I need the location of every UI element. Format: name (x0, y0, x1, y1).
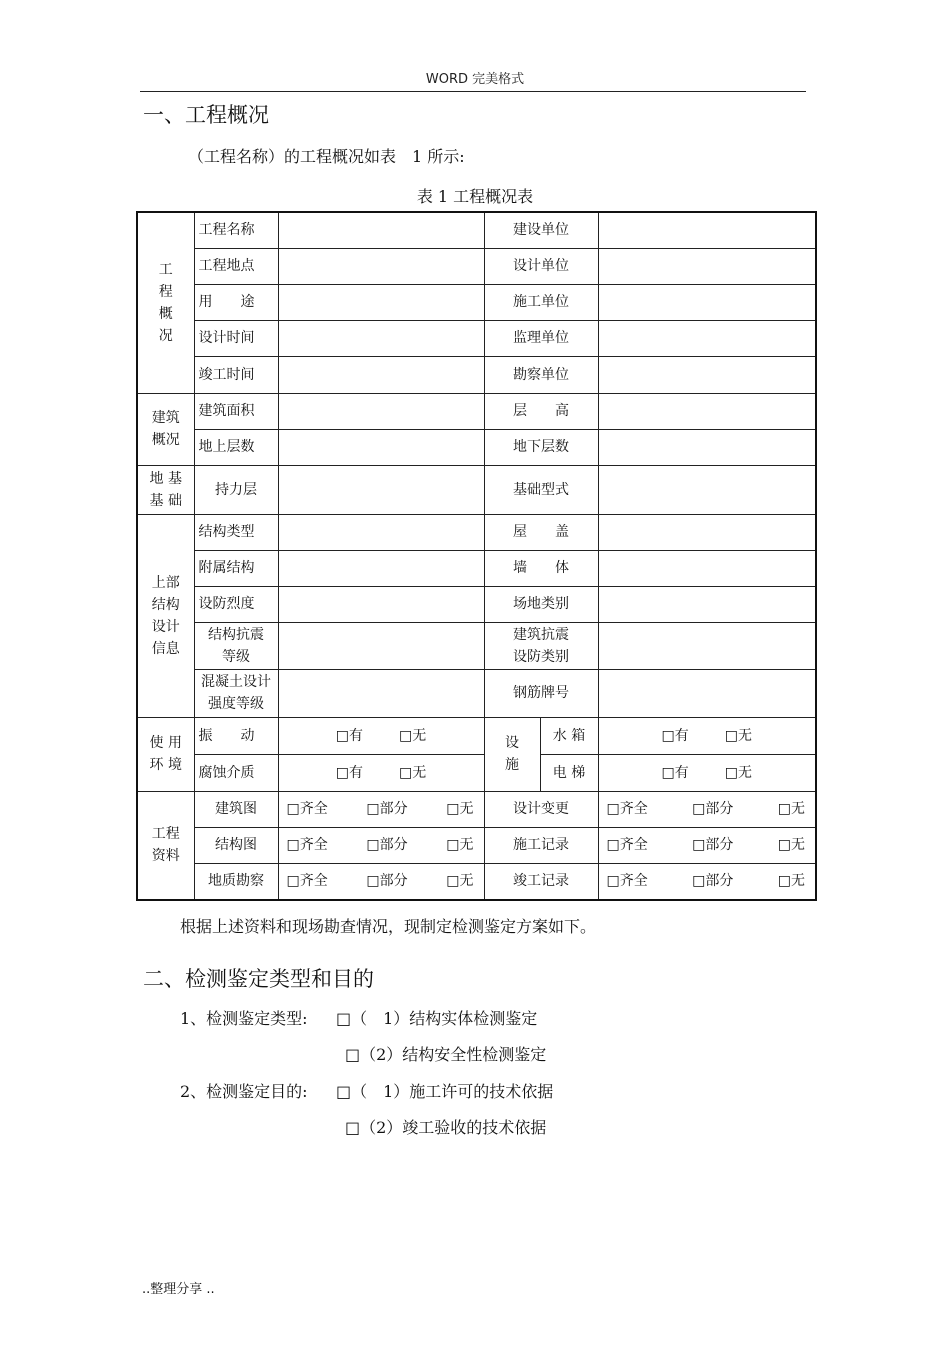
vibration-yes-checkbox[interactable]: □有 (335, 727, 363, 744)
label-concrete-grade: 混凝土设计 强度等级 (194, 669, 278, 717)
value-wall[interactable] (598, 550, 816, 586)
page-footer: ..整理分享 .. (142, 1282, 215, 1297)
arch-complete-checkbox[interactable]: □齐全 (286, 801, 328, 817)
value-construction-unit[interactable] (598, 212, 816, 248)
table-caption: 表 1 工程概况表 (416, 187, 534, 206)
completion-record-complete-checkbox[interactable]: □齐全 (606, 873, 648, 890)
struct-complete-checkbox[interactable]: □齐全 (286, 837, 328, 853)
category-documents: 工程 资料 (137, 791, 194, 900)
section1-intro: （工程名称）的工程概况如表 1 所示: (188, 147, 465, 166)
change-complete-checkbox[interactable]: □齐全 (606, 801, 648, 817)
vibration-options (278, 717, 484, 754)
label-rebar-grade: 钢筋牌号 (484, 669, 598, 717)
survey-partial-checkbox[interactable]: □部分 (366, 873, 408, 890)
value-builder-unit[interactable] (598, 284, 816, 320)
value-supervision-unit[interactable] (598, 320, 816, 356)
label-elevator: 电 梯 (540, 754, 598, 791)
table-row (137, 356, 816, 393)
label-bearing-layer: 持力层 (194, 465, 278, 514)
label-fortification-intensity: 设防烈度 (194, 586, 278, 622)
type-option-2[interactable]: □（2）结构安全性检测鉴定 (345, 1045, 547, 1064)
value-purpose[interactable] (278, 284, 484, 320)
section1-title: 一、工程概况 (143, 103, 269, 127)
purpose-option-1[interactable]: □（ 1）施工许可的技术依据 (336, 1082, 554, 1101)
table-row (137, 248, 816, 284)
table-row (137, 320, 816, 356)
label-floors-above: 地上层数 (194, 429, 278, 465)
category-foundation: 地 基 基 础 (137, 465, 194, 514)
value-rebar-grade[interactable] (598, 669, 816, 717)
construction-record-partial-checkbox[interactable]: □部分 (692, 837, 734, 853)
label-geological-survey: 地质勘察 (194, 863, 278, 900)
table-row (137, 827, 816, 863)
table-row (137, 514, 816, 550)
table-row (137, 791, 816, 827)
category-environment: 使 用 环 境 (137, 717, 194, 791)
construction-record-none-checkbox[interactable]: □无 (777, 837, 805, 853)
type-option-1[interactable]: □（ 1）结构实体检测鉴定 (336, 1009, 538, 1028)
arch-none-checkbox[interactable]: □无 (446, 801, 474, 817)
value-concrete-grade[interactable] (278, 669, 484, 717)
section2-title: 二、检测鉴定类型和目的 (143, 967, 374, 991)
page-header: WORD 完美格式 (425, 72, 525, 87)
table-row (137, 622, 816, 669)
label-auxiliary-structure: 附属结构 (194, 550, 278, 586)
arch-partial-checkbox[interactable]: □部分 (366, 801, 408, 817)
value-design-time[interactable] (278, 320, 484, 356)
label-roof: 屋 盖 (484, 514, 598, 550)
table-row (137, 717, 816, 754)
label-facility: 设 施 (484, 717, 540, 791)
table-row (137, 284, 816, 320)
value-site-category[interactable] (598, 586, 816, 622)
corrosion-no-checkbox[interactable]: □无 (399, 764, 427, 781)
label-corrosion: 腐蚀介质 (194, 754, 278, 791)
struct-partial-checkbox[interactable]: □部分 (366, 837, 408, 853)
label-project-location: 工程地点 (194, 248, 278, 284)
label-construction-unit: 建设单位 (484, 212, 598, 248)
purpose-label: 2、检测鉴定目的: (180, 1082, 308, 1101)
label-architectural-drawings: 建筑图 (194, 791, 278, 827)
elevator-options (598, 754, 816, 791)
purpose-option-2[interactable]: □（2）竣工验收的技术依据 (345, 1118, 547, 1137)
label-floor-height: 层 高 (484, 393, 598, 429)
label-supervision-unit: 监理单位 (484, 320, 598, 356)
struct-options (278, 827, 484, 863)
label-floors-below: 地下层数 (484, 429, 598, 465)
completion-record-none-checkbox[interactable]: □无 (777, 873, 805, 890)
change-none-checkbox[interactable]: □无 (777, 801, 805, 817)
value-foundation-type[interactable] (598, 465, 816, 514)
table-row (137, 863, 816, 900)
label-structural-drawings: 结构图 (194, 827, 278, 863)
category-overview: 工 程 概 况 (137, 212, 194, 393)
water-tank-no-checkbox[interactable]: □无 (724, 727, 752, 744)
value-roof[interactable] (598, 514, 816, 550)
value-project-location[interactable] (278, 248, 484, 284)
value-seismic-grade[interactable] (278, 622, 484, 669)
survey-complete-checkbox[interactable]: □齐全 (286, 873, 328, 890)
label-project-name: 工程名称 (194, 212, 278, 248)
value-design-unit[interactable] (598, 248, 816, 284)
type-label: 1、检测鉴定类型: (180, 1009, 308, 1028)
after-table-text: 根据上述资料和现场勘查情况，现制定检测鉴定方案如下。 (180, 917, 597, 936)
label-design-unit: 设计单位 (484, 248, 598, 284)
construction-record-complete-checkbox[interactable]: □齐全 (606, 837, 648, 853)
label-builder-unit: 施工单位 (484, 284, 598, 320)
table-row (137, 429, 816, 465)
table-row (137, 754, 816, 791)
table-row (137, 669, 816, 717)
table-row (137, 586, 816, 622)
water-tank-options (598, 717, 816, 754)
table-row (137, 212, 816, 248)
vibration-no-checkbox[interactable]: □无 (399, 727, 427, 744)
label-completion-time: 竣工时间 (194, 356, 278, 393)
project-overview-table (136, 211, 817, 901)
label-construction-record: 施工记录 (484, 827, 598, 863)
value-floors-below[interactable] (598, 429, 816, 465)
value-seismic-category[interactable] (598, 622, 816, 669)
header-rule (140, 91, 806, 92)
label-wall: 墙 体 (484, 550, 598, 586)
completion-record-options (598, 863, 816, 900)
value-auxiliary-structure[interactable] (278, 550, 484, 586)
arch-options (278, 791, 484, 827)
label-seismic-category: 建筑抗震 设防类别 (484, 622, 598, 669)
corrosion-yes-checkbox[interactable]: □有 (335, 764, 363, 781)
value-survey-unit[interactable] (598, 356, 816, 393)
construction-record-options (598, 827, 816, 863)
completion-record-partial-checkbox[interactable]: □部分 (692, 873, 734, 890)
label-vibration: 振 动 (194, 717, 278, 754)
survey-none-checkbox[interactable]: □无 (446, 873, 474, 890)
category-building: 建筑 概况 (137, 393, 194, 465)
label-survey-unit: 勘察单位 (484, 356, 598, 393)
label-foundation-type: 基础型式 (484, 465, 598, 514)
label-completion-record: 竣工记录 (484, 863, 598, 900)
water-tank-yes-checkbox[interactable]: □有 (661, 727, 689, 744)
label-purpose: 用 途 (194, 284, 278, 320)
survey-options (278, 863, 484, 900)
label-water-tank: 水 箱 (540, 717, 598, 754)
table-row (137, 465, 816, 514)
value-building-area[interactable] (278, 393, 484, 429)
table-row (137, 393, 816, 429)
label-design-time: 设计时间 (194, 320, 278, 356)
label-site-category: 场地类别 (484, 586, 598, 622)
value-floor-height[interactable] (598, 393, 816, 429)
category-structure: 上部 结构 设计 信息 (137, 514, 194, 717)
label-structure-type: 结构类型 (194, 514, 278, 550)
value-project-name[interactable] (278, 212, 484, 248)
value-fortification-intensity[interactable] (278, 586, 484, 622)
elevator-yes-checkbox[interactable]: □有 (661, 764, 689, 781)
label-seismic-grade: 结构抗震 等级 (194, 622, 278, 669)
corrosion-options (278, 754, 484, 791)
label-building-area: 建筑面积 (194, 393, 278, 429)
value-bearing-layer[interactable] (278, 465, 484, 514)
value-floors-above[interactable] (278, 429, 484, 465)
label-design-change: 设计变更 (484, 791, 598, 827)
value-completion-time[interactable] (278, 356, 484, 393)
struct-none-checkbox[interactable]: □无 (446, 837, 474, 853)
value-structure-type[interactable] (278, 514, 484, 550)
change-partial-checkbox[interactable]: □部分 (692, 801, 734, 817)
table-row (137, 550, 816, 586)
change-options (598, 791, 816, 827)
elevator-no-checkbox[interactable]: □无 (724, 764, 752, 781)
